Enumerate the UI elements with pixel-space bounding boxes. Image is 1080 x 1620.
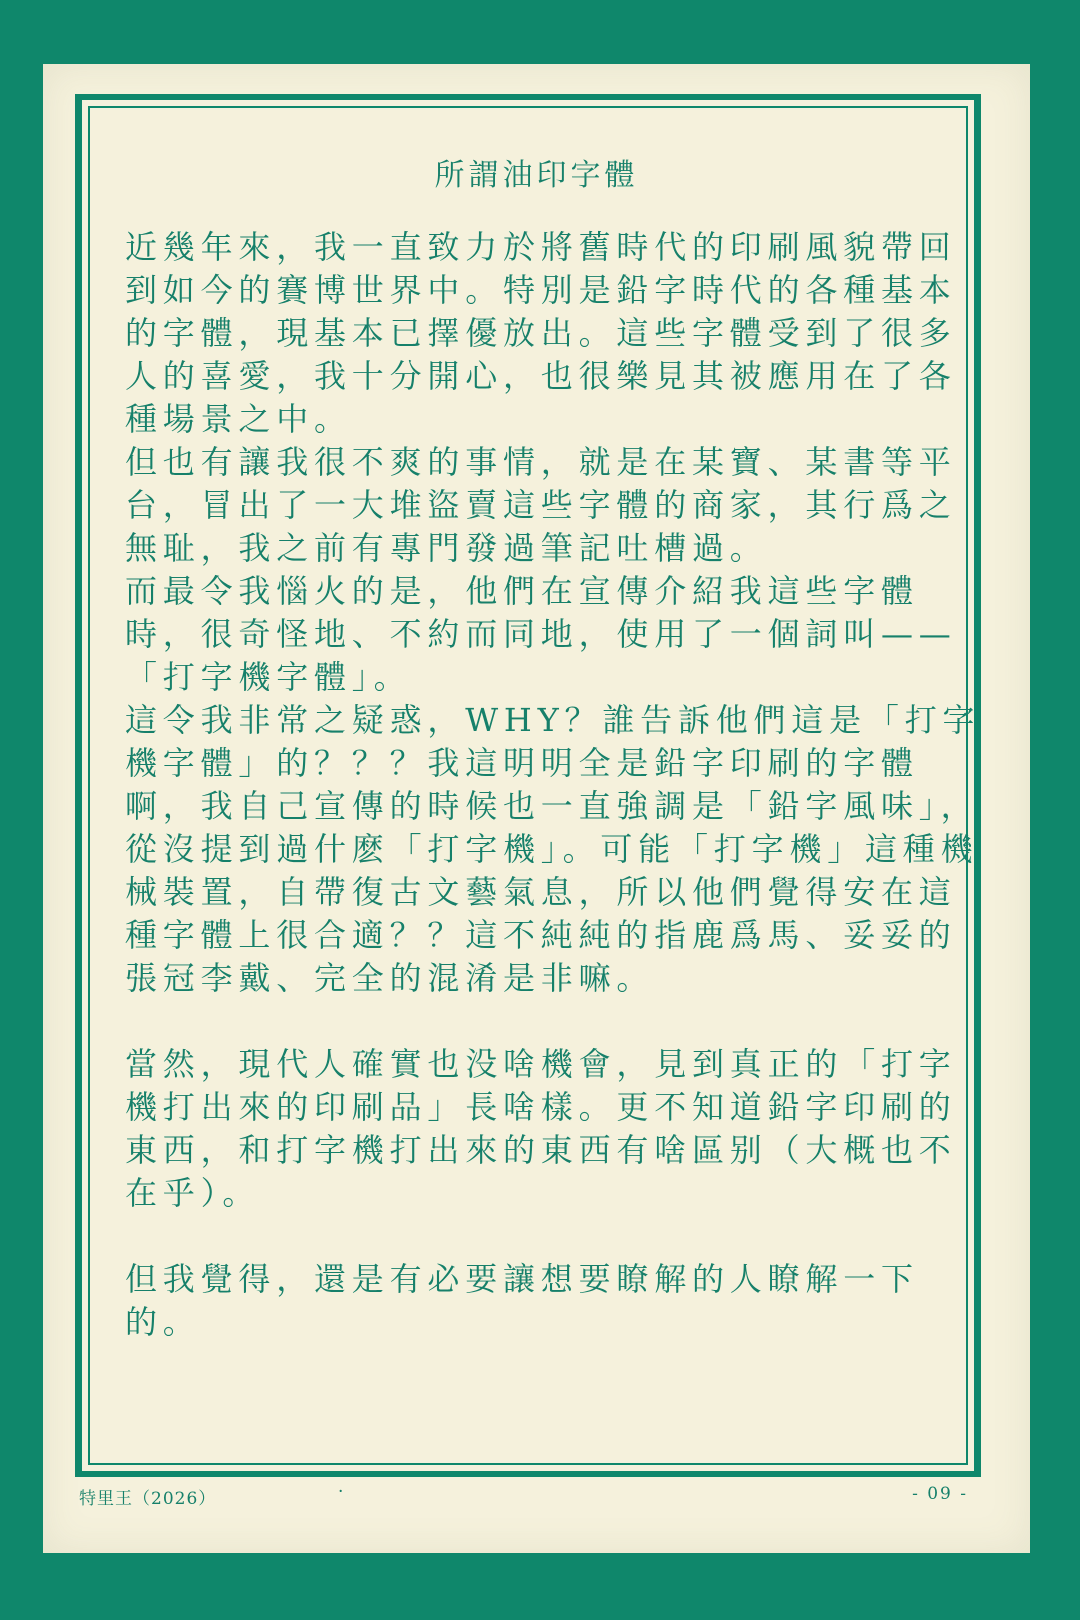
paper-page (43, 64, 1030, 1553)
paragraph: 近幾年來，我一直致力於將舊時代的印刷風貌帶回到如今的賽博世界中。特別是鉛字時代的各種基本的字體，現基本已擇優放出。這些字體受到了很多人的喜愛，我十分開心，也很樂見其被應用在了各種場景之中。 (125, 228, 957, 438)
footer-author: 特里王（2026） (79, 1489, 217, 1509)
paragraph: 而最令我惱火的是，他們在宣傳介紹我這些字體時，很奇怪地、不約而同地，使用了一個詞叫——「打字機字體」。 (125, 572, 957, 696)
paragraph: 這令我非常之疑惑，WHY？誰告訴他們這是「打字機字體」的？？？我這明明全是鉛字印刷的字體啊，我自己宣傳的時候也一直強調是「鉛字風味」，從沒提到過什麽「打字機」。可能「打字機」這種機械裝置，自帶復古文藝氣息，所以他們覺得安在這種字體上很合適？？這不純純的指鹿爲馬、妥妥的張冠李戴、完全的混淆是非嘛。 (125, 701, 981, 997)
footer-dot: · (338, 1482, 344, 1502)
paragraph-spacer (125, 1215, 987, 1258)
document-title: 所謂油印字體 (434, 158, 639, 193)
paragraph: 但我覺得，還是有必要讓想要瞭解的人瞭解一下的。 (125, 1260, 919, 1341)
paragraph: 當然，現代人確實也没啥機會，見到真正的「打字機打出來的印刷品」長啥樣。更不知道鉛字印刷的東西，和打字機打出來的東西有啥區别（大概也不在乎）。 (125, 1045, 957, 1212)
paragraph-spacer (125, 1000, 987, 1043)
paragraph: 但也有讓我很不爽的事情，就是在某寶、某書等平台，冒出了一大堆盜賣這些字體的商家，其行爲之無耻，我之前有專門發過筆記吐槽過。 (125, 443, 957, 567)
document-body (125, 226, 987, 1344)
page-number: - 09 - (912, 1484, 968, 1504)
